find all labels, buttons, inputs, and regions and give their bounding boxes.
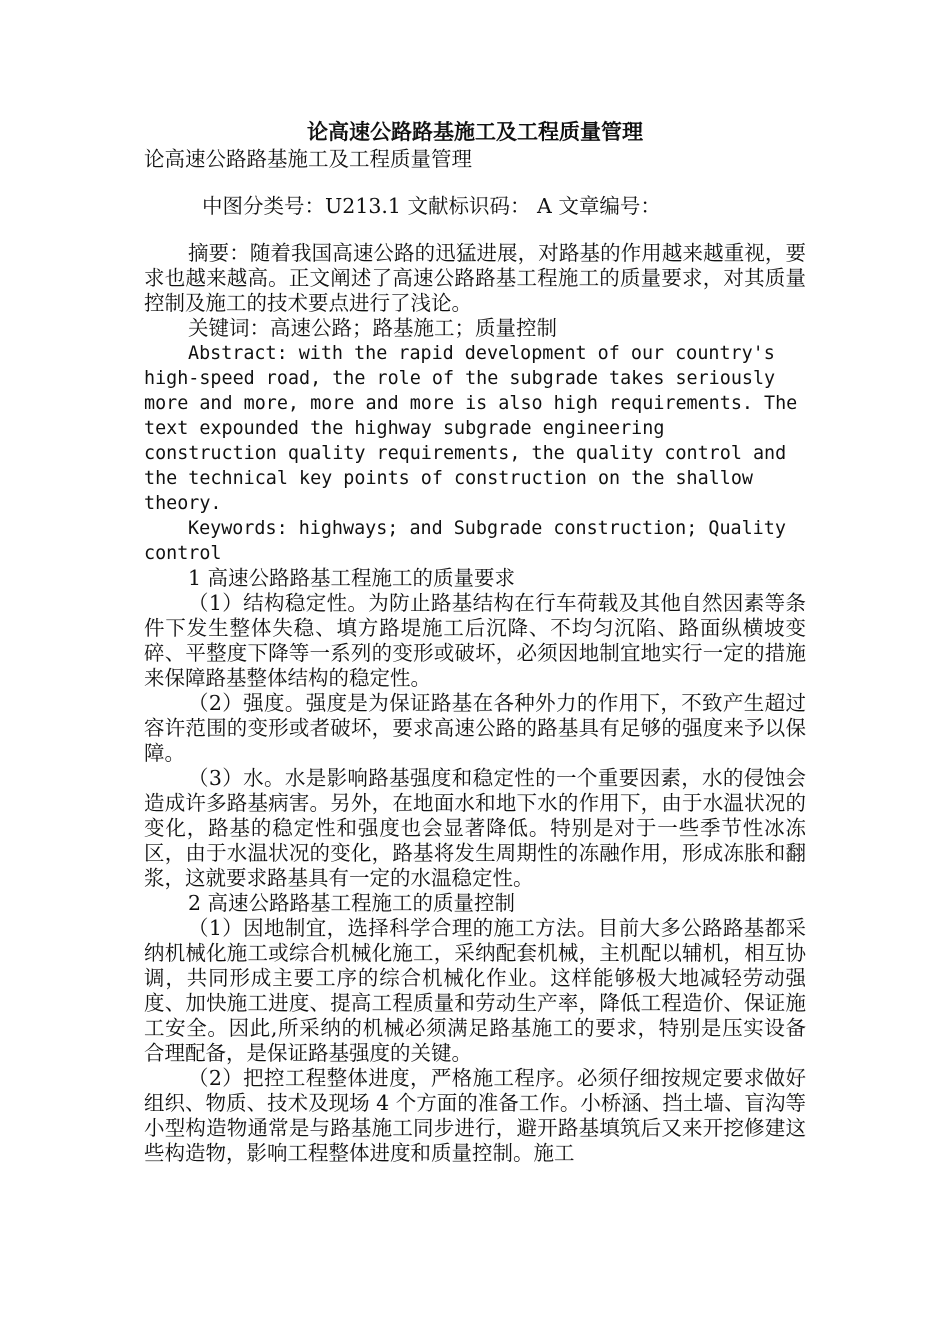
section-1-paragraph-3: （3）水。水是影响路基强度和稳定性的一个重要因素，水的侵蚀会造成许多路基病害。另外，在地面水和地下水的作用下，由于水温状况的变化，路基的稳定性和强度也会显著降低。特别是对于一些季节性冰冻区，由于水温状况的变化，路基将发生周期性的冻融作用，形成冻胀和翻浆，这就要求路基具有一定的水温稳定性。 [144, 766, 806, 890]
document-subtitle: 论高速公路路基施工及工程质量管理 [144, 147, 472, 171]
keywords-english: Keywords: highways; and Subgrade construction; Quality control [144, 518, 786, 564]
section-1-paragraph-2: （2）强度。强度是为保证路基在各种外力的作用下，不致产生超过容许范围的变形或者破坏，要求高速公路的路基具有足够的强度来予以保障。 [144, 691, 806, 765]
classification-line: 中图分类号：U213.1 文献标识码： A 文章编号： [202, 194, 661, 218]
section-1-paragraph-1: （1）结构稳定性。为防止路基结构在行车荷载及其他自然因素等条件下发生整体失稳、填方路堤施工后沉降、不均匀沉陷、路面纵横坡变碎、平整度下降等一系列的变形或破坏，必须因地制宜地实行一定的措施来保障路基整体结构的稳定性。 [144, 591, 806, 690]
document-title: 论高速公路路基施工及工程质量管理 [307, 120, 643, 144]
section-2-heading: 2 高速公路路基工程施工的质量控制 [188, 891, 516, 915]
abstract-english: Abstract: with the rapid development of our country's high-speed road, the role of the subgrade takes seriously more and more, more and more is also high requirements. The text expounded the highway subgrade engineering construction quality requirements, the quality control and the technical key points of construction on the shallow theory. [144, 343, 798, 514]
abstract-chinese: 摘要：随着我国高速公路的迅猛进展，对路基的作用越来越重视，要求也越来越高。正文阐述了高速公路路基工程施工的质量要求，对其质量控制及施工的技术要点进行了浅论。 [144, 241, 806, 315]
section-2-paragraph-2: （2）把控工程整体进度，严格施工程序。必须仔细按规定要求做好组织、物质、技术及现场 4 个方面的准备工作。小桥涵、挡土墙、盲沟等小型构造物通常是与路基施工同步进行，避开路基填筑后又来开挖修建这些构造物，影响工程整体进度和质量控制。施工 [144, 1066, 806, 1165]
section-1-heading: 1 高速公路路基工程施工的质量要求 [188, 566, 516, 590]
section-2-paragraph-1: （1）因地制宜，选择科学合理的施工方法。目前大多公路路基都采纳机械化施工或综合机械化施工，采纳配套机械，主机配以辅机，相互协调，共同形成主要工序的综合机械化作业。这样能够极大地减轻劳动强度、加快施工进度、提高工程质量和劳动生产率，降低工程造价、保证施工安全。因此,所采纳的机械必须满足路基施工的要求，特别是压实设备合理配备，是保证路基强度的关键。 [144, 916, 806, 1065]
document-page [144, 120, 806, 1166]
keywords-chinese: 关键词：高速公路；路基施工；质量控制 [188, 316, 557, 340]
